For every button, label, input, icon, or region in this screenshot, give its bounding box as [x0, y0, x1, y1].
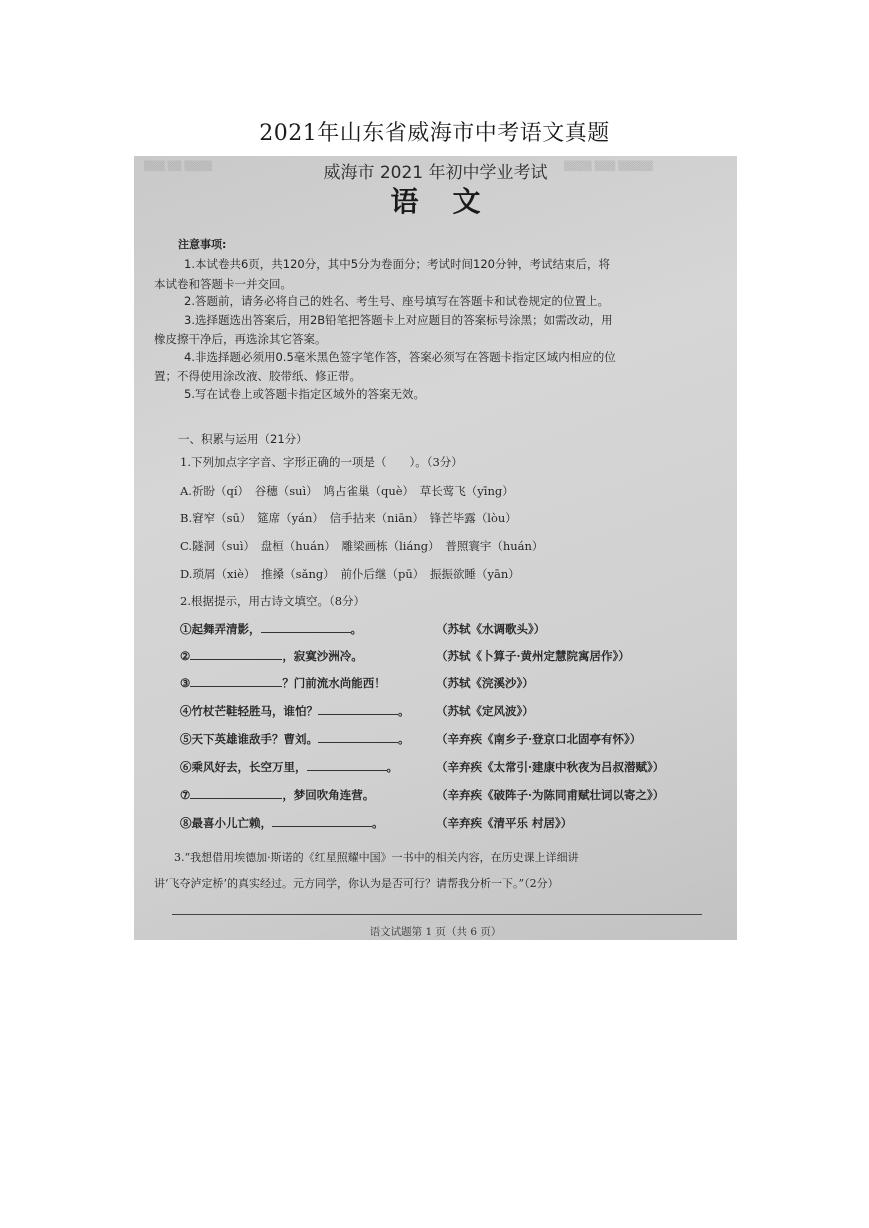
poem-8-end: 。: [372, 816, 384, 830]
note-item-3b: 橡皮擦干净后，再选涂其它答案。: [154, 332, 327, 346]
question-1: 1.下列加点字字音、字形正确的一项是（ ）。（3分）: [180, 455, 463, 469]
poem-line-6: [180, 759, 398, 775]
answer-blank: [190, 675, 282, 687]
poem-3-num: ③: [180, 676, 191, 690]
poem-1-source: （苏轼《水调歌头》）: [436, 622, 546, 636]
exam-title: 威海市 2021 年初中学业考试: [323, 163, 548, 183]
exam-page-photo: [134, 156, 737, 940]
poem-4-end: 。: [398, 704, 410, 718]
poem-6-end: 。: [386, 760, 398, 774]
poem-6-text: ⑥乘风好去，长空万里，: [180, 760, 307, 774]
bleed-through-marks: ▒▒▒▒ ▒▒▒ ▒▒▒▒▒: [564, 162, 653, 172]
answer-blank: [190, 787, 282, 799]
answer-blank: [307, 759, 387, 771]
answer-blank: [190, 648, 282, 660]
poem-8-text: ⑧最喜小儿亡赖，: [180, 816, 272, 830]
poem-line-1: [180, 621, 362, 637]
note-item-3a: 3.选择题选出答案后，用2B铅笔把答题卡上对应题目的答案标号涂黑；如需改动，用: [184, 313, 613, 327]
question-2: 2.根据提示，用古诗文填空。（8分）: [180, 594, 366, 608]
poem-line-5: [180, 731, 410, 747]
q1-option-b: B.窘窄（sū） 筵席（yán） 信手拈来（niān） 锋芒毕露（lòu）: [180, 511, 517, 525]
poem-5-end: 。: [398, 732, 410, 746]
section-heading: 一、积累与运用（21分）: [178, 432, 308, 446]
poem-line-7: [180, 787, 374, 803]
poem-2-source: （苏轼《卜算子·黄州定慧院寓居作》）: [436, 649, 630, 663]
poem-1-text: ①起舞弄清影，: [180, 622, 261, 636]
poem-3-source: （苏轼《浣溪沙》）: [436, 676, 534, 690]
note-item-4a: 4.非选择题必须用0.5毫米黑色签字笔作答，答案必须写在答题卡指定区域内相应的位: [184, 350, 616, 364]
poem-line-3: [180, 675, 386, 691]
document-title: 2021年山东省威海市中考语文真题: [259, 121, 610, 146]
subject-title: 语文: [390, 185, 515, 218]
poem-6-source: （辛弃疾《太常引·建康中秋夜为吕叔潜赋》）: [436, 760, 665, 774]
note-item-4b: 置；不得使用涂改液、胶带纸、修正带。: [154, 369, 361, 383]
poem-8-source: （辛弃疾《清平乐 村居》）: [436, 816, 573, 830]
q1-option-a: A.祈盼（qí） 谷穗（suì） 鸠占雀巢（què） 草长莺飞（yīng）: [180, 484, 514, 498]
poem-line-4: [180, 703, 410, 719]
poem-7-source: （辛弃疾《破阵子·为陈同甫赋壮词以寄之》）: [436, 788, 665, 802]
answer-blank: [318, 731, 398, 743]
page-divider: [172, 914, 702, 915]
answer-blank: [261, 621, 351, 633]
poem-line-8: [180, 815, 384, 831]
question-3-line-1: 3.“我想借用埃德加·斯诺的《红星照耀中国》一书中的相关内容，在历史课上详细讲: [174, 851, 579, 864]
note-item-5: 5.写在试卷上或答题卡指定区域外的答案无效。: [184, 387, 425, 401]
q1-option-c: C.隧洞（suì） 盘桓（huán） 雕梁画栋（liáng） 普照寰宇（huán）: [180, 539, 544, 553]
poem-2-num: ②: [180, 649, 191, 663]
poem-line-2: [180, 648, 363, 664]
answer-blank: [272, 815, 372, 827]
note-item-1a: 1.本试卷共6页，共120分，其中5分为卷面分；考试时间120分钟，考试结束后，将: [184, 257, 611, 271]
note-item-2: 2.答题前，请务必将自己的姓名、考生号、座号填写在答题卡和试卷规定的位置上。: [184, 294, 609, 308]
poem-4-source: （苏轼《定风波》）: [436, 704, 534, 718]
bleed-through-marks: ▒▒▒ ▒▒ ▒▒▒▒: [144, 162, 213, 172]
notes-heading: 注意事项:: [178, 238, 227, 251]
poem-7-text: ，梦回吹角连营。: [282, 788, 375, 802]
poem-5-source: （辛弃疾《南乡子·登京口北固亭有怀》）: [436, 732, 642, 746]
poem-4-text: ④竹杖芒鞋轻胜马，谁怕？: [180, 704, 318, 718]
question-3-line-2: 讲‘飞夺泸定桥’的真实经过。元方同学，你认为是否可行？请帮我分析一下。”（2分）: [154, 877, 559, 890]
poem-2-text: ，寂寞沙洲冷。: [282, 649, 363, 663]
poem-7-num: ⑦: [180, 788, 191, 802]
poem-3-text: ？门前流水尚能西！: [282, 676, 386, 690]
answer-blank: [318, 703, 398, 715]
note-item-1b: 本试卷和答题卡一并交回。: [154, 277, 292, 291]
q1-option-d: D.琐屑（xiè） 推搡（sǎng） 前仆后继（pū） 振振欲睡（yān）: [180, 567, 520, 581]
page-footer: 语文试题第 1 页（共 6 页）: [369, 926, 502, 938]
poem-5-text: ⑤天下英雄谁敌手？曹刘。: [180, 732, 318, 746]
poem-1-end: 。: [350, 622, 362, 636]
